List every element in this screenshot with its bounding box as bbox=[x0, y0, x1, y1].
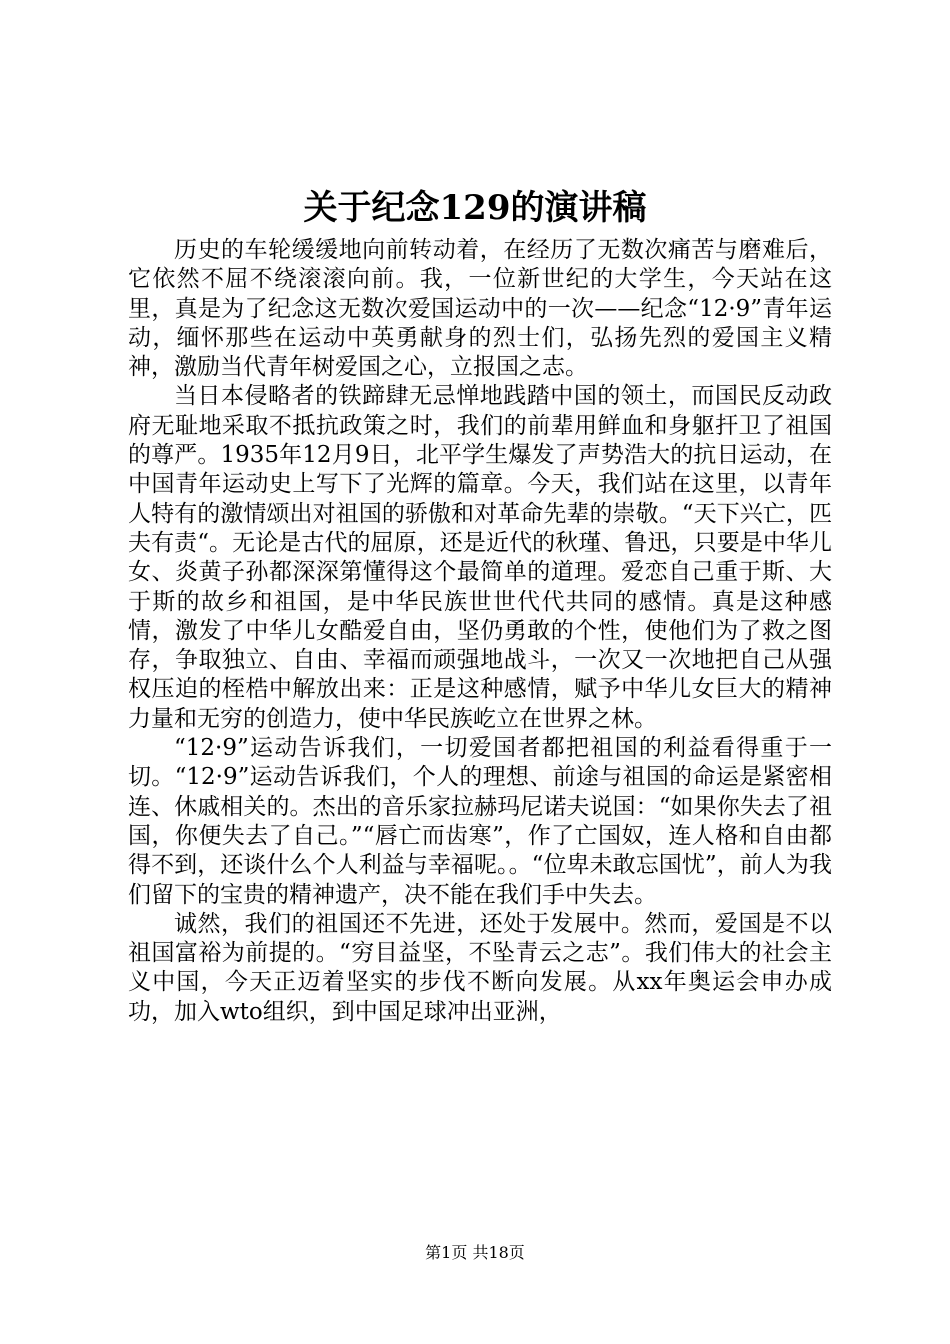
document-title: 关于纪念129的演讲稿 bbox=[303, 188, 647, 228]
document-body bbox=[128, 236, 832, 1027]
paragraph-2: 当日本侵略者的铁蹄肆无忌惮地践踏中国的领土，而国民反动政府无耻地采取不抵抗政策之时，我们的前辈用鲜血和身躯扞卫了祖国的尊严。1935年12月9日，北平学生爆发了声势浩大的抗日运动，在中国青年运动史上写下了光辉的篇章。今天，我们站在这里，以青年人特有的激情颂出对祖国的骄傲和对革命先辈的崇敬。“天下兴亡，匹夫有责“。无论是古代的屈原，还是近代的秋瑾、鲁迅，只要是中华儿女、炎黄子孙都深深第懂得这个最简单的道理。爱恋自己重于斯、大于斯的故乡和祖国，是中华民族世世代代共同的感情。真是这种感情，激发了中华儿女酷爱自由，坚仍勇敢的个性，使他们为了救之图存，争取独立、自由、幸福而顽强地战斗，一次又一次地把自己从强权压迫的桎梏中解放出来：正是这种感情，赋予中华儿女巨大的精神力量和无穷的创造力，使中华民族屹立在世界之林。 bbox=[128, 383, 832, 732]
paragraph-3: “12·9”运动告诉我们，一切爱国者都把祖国的利益看得重于一切。“12·9”运动告诉我们，个人的理想、前途与祖国的命运是紧密相连、休戚相关的。杰出的音乐家拉赫玛尼诺夫说国：“如果你失去了祖国，你便失去了自己。”“唇亡而齿寒”，作了亡国奴，连人格和自由都得不到，还谈什么个人利益与幸福呢。。“位卑未敢忘国忧”，前人为我们留下的宝贵的精神遗产，决不能在我们手中失去。 bbox=[128, 735, 832, 908]
paragraph-4: 诚然，我们的祖国还不先进，还处于发展中。然而，爱国是不以祖国富裕为前提的。“穷目益坚，不坠青云之志”。我们伟大的社会主义中国，今天正迈着坚实的步伐不断向发展。从xx年奥运会申办成功，加入wto组织，到中国足球冲出亚洲， bbox=[128, 910, 832, 1025]
page-footer: 第1页 共18页 bbox=[425, 1243, 525, 1262]
paragraph-1: 历史的车轮缓缓地向前转动着，在经历了无数次痛苦与磨难后，它依然不屈不绕滚滚向前。我，一位新世纪的大学生，今天站在这里，真是为了纪念这无数次爱国运动中的一次——纪念“12·9”青年运动，缅怀那些在运动中英勇献身的烈士们，弘扬先烈的爱国主义精神，激励当代青年树爱国之心，立报国之志。 bbox=[128, 237, 832, 381]
